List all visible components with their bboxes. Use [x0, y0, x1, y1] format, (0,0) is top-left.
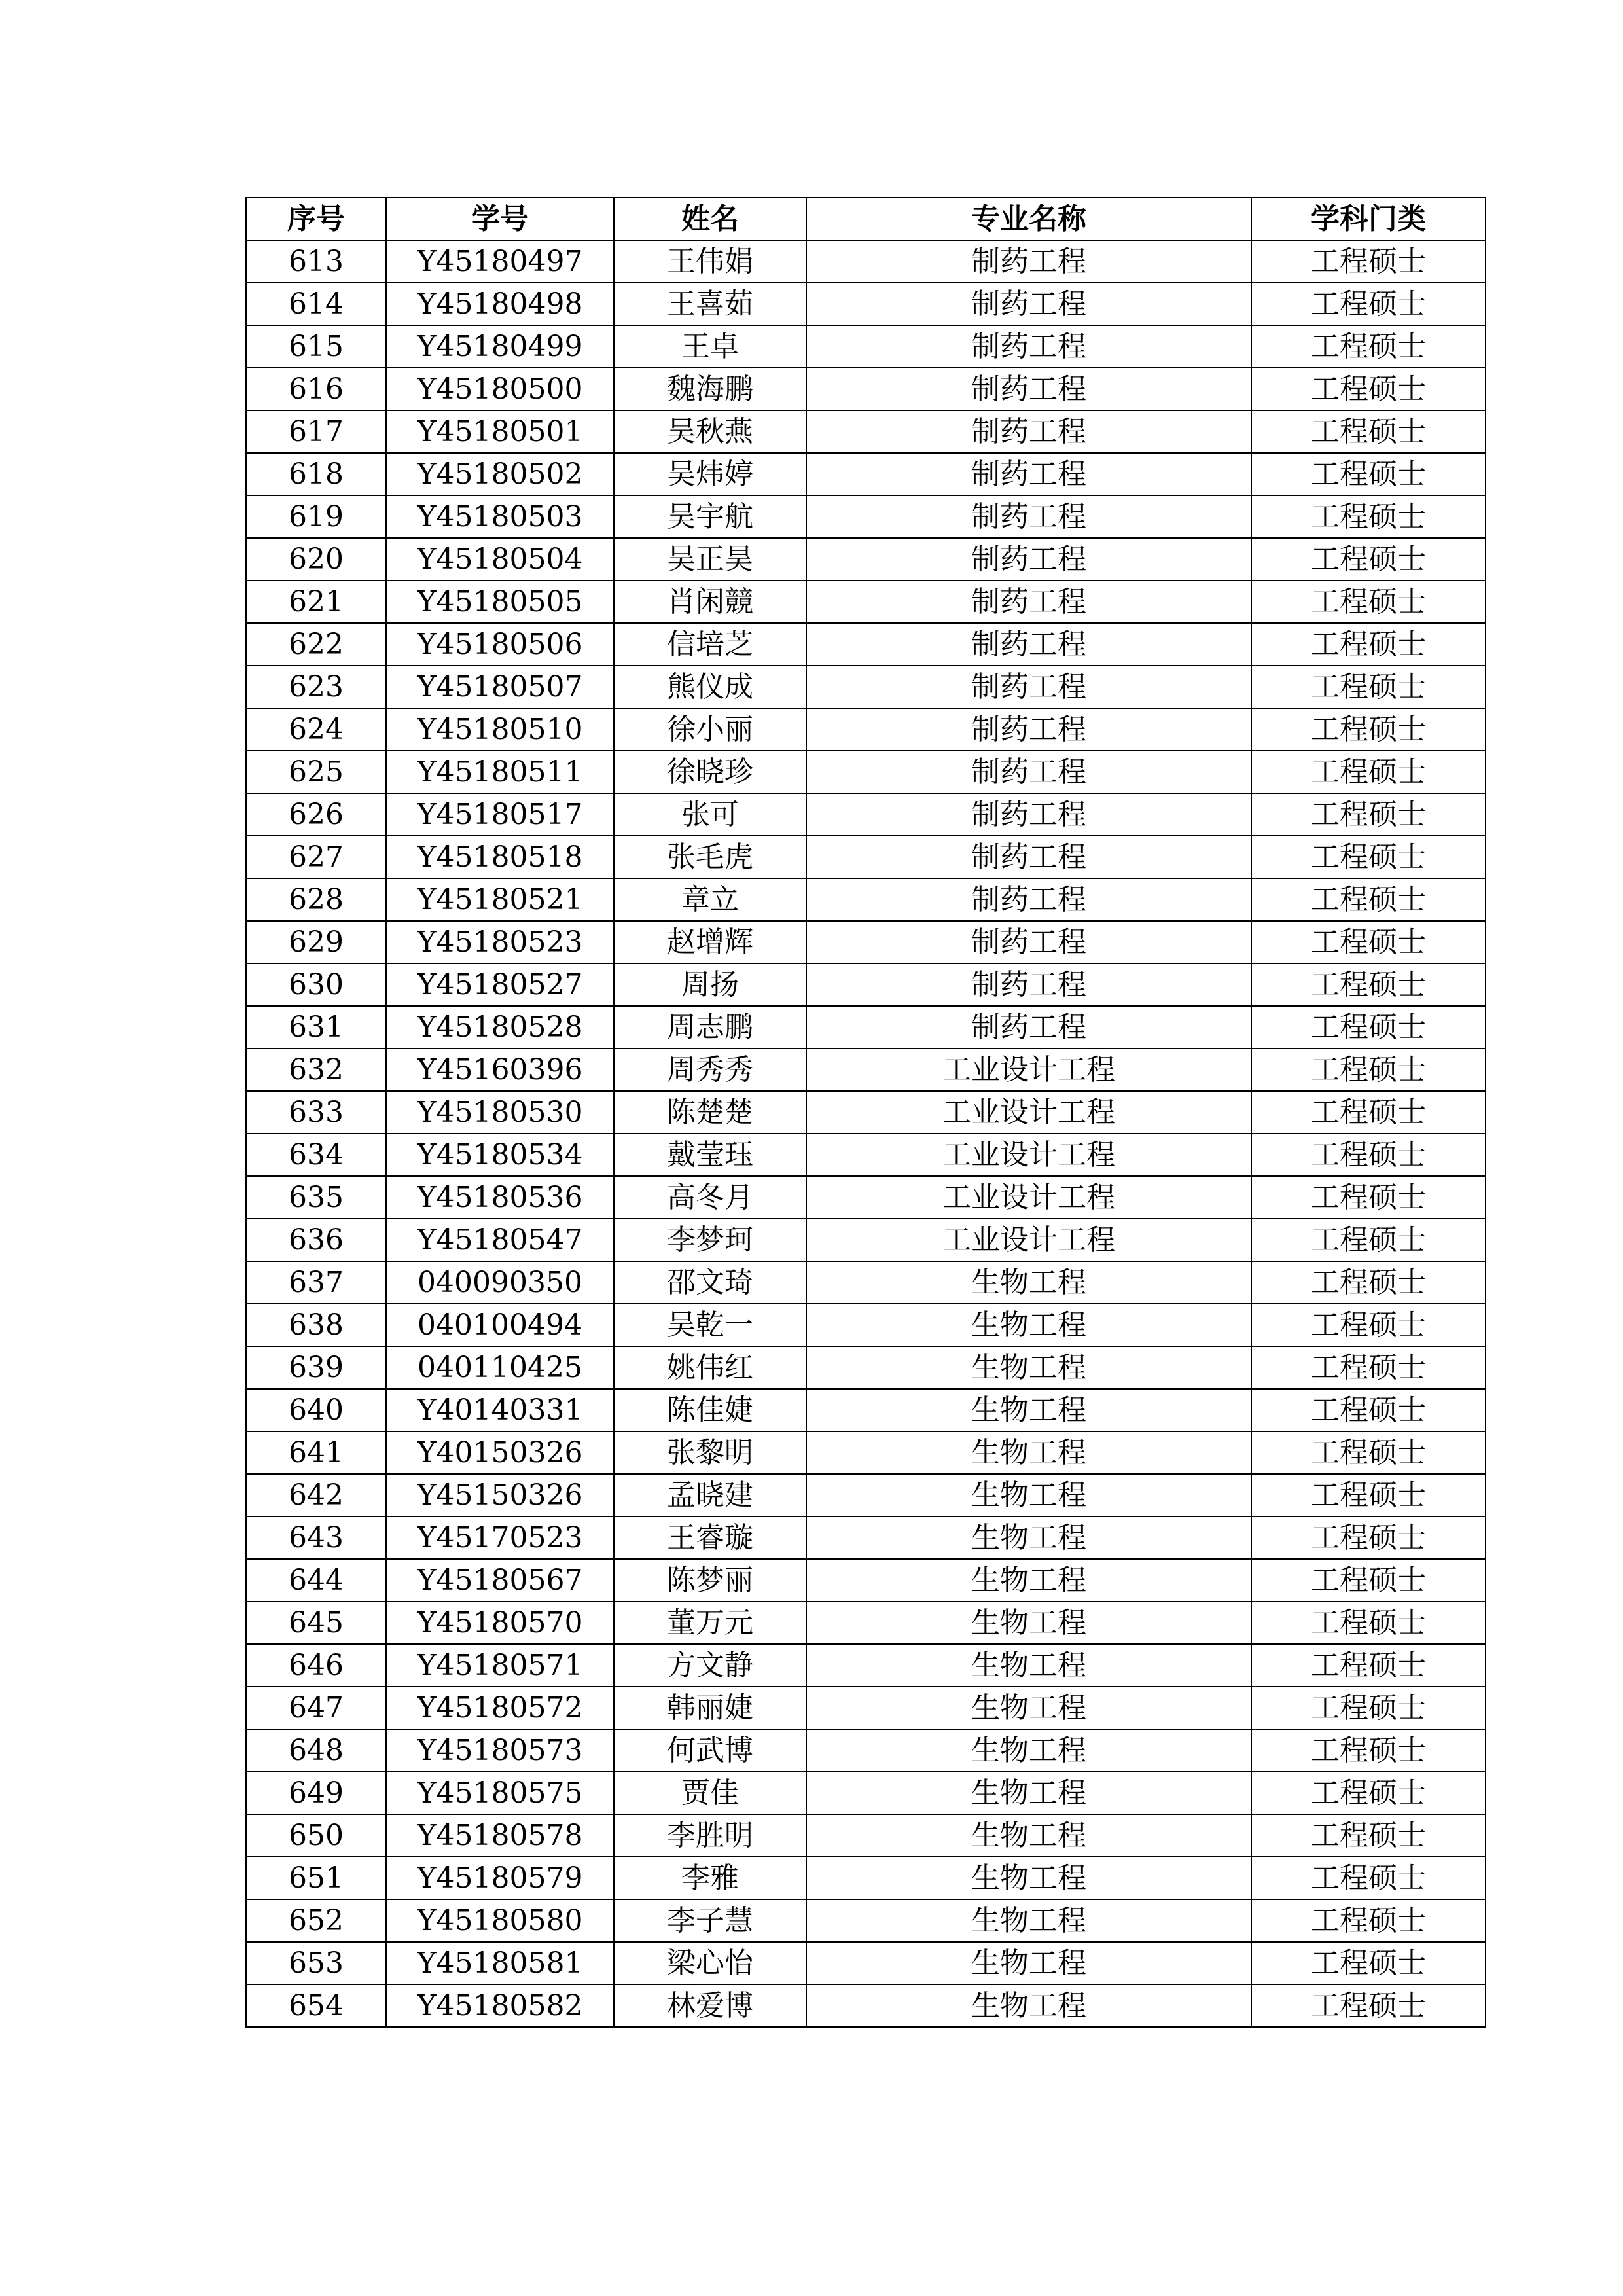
cell-student-id: Y45180570 [386, 1602, 614, 1644]
cell-major: 制药工程 [806, 283, 1251, 325]
cell-name: 贾佳 [614, 1772, 806, 1814]
table-row [246, 921, 1486, 963]
table-row [246, 878, 1486, 921]
cell-category: 工程硕士 [1251, 1729, 1486, 1772]
cell-seq: 650 [246, 1814, 386, 1857]
cell-name: 徐小丽 [614, 708, 806, 751]
cell-major: 生物工程 [806, 1474, 1251, 1516]
cell-student-id: Y45180530 [386, 1091, 614, 1134]
cell-category: 工程硕士 [1251, 1857, 1486, 1899]
cell-seq: 615 [246, 325, 386, 368]
cell-major: 制药工程 [806, 538, 1251, 581]
table-row [246, 538, 1486, 581]
cell-seq: 635 [246, 1176, 386, 1219]
cell-seq: 643 [246, 1516, 386, 1559]
table-row [246, 1772, 1486, 1814]
cell-name: 戴莹珏 [614, 1134, 806, 1176]
cell-major: 制药工程 [806, 793, 1251, 836]
cell-category: 工程硕士 [1251, 751, 1486, 793]
cell-category: 工程硕士 [1251, 410, 1486, 453]
cell-student-id: Y45180580 [386, 1899, 614, 1942]
cell-category: 工程硕士 [1251, 1346, 1486, 1389]
cell-major: 工业设计工程 [806, 1049, 1251, 1091]
cell-major: 制药工程 [806, 453, 1251, 495]
cell-student-id: Y45180528 [386, 1006, 614, 1049]
table-row [246, 1899, 1486, 1942]
table-row [246, 1729, 1486, 1772]
cell-category: 工程硕士 [1251, 1304, 1486, 1346]
cell-category: 工程硕士 [1251, 581, 1486, 623]
cell-seq: 646 [246, 1644, 386, 1687]
cell-student-id: Y45180498 [386, 283, 614, 325]
cell-major: 制药工程 [806, 410, 1251, 453]
cell-seq: 628 [246, 878, 386, 921]
cell-name: 熊仪成 [614, 666, 806, 708]
cell-category: 工程硕士 [1251, 1899, 1486, 1942]
table-row [246, 325, 1486, 368]
cell-student-id: Y45180572 [386, 1687, 614, 1729]
cell-major: 生物工程 [806, 1644, 1251, 1687]
header-row [246, 198, 1486, 240]
cell-category: 工程硕士 [1251, 793, 1486, 836]
cell-category: 工程硕士 [1251, 921, 1486, 963]
table-row [246, 1687, 1486, 1729]
cell-category: 工程硕士 [1251, 240, 1486, 283]
cell-student-id: Y45180536 [386, 1176, 614, 1219]
table-header [246, 198, 1486, 240]
cell-category: 工程硕士 [1251, 1644, 1486, 1687]
table-row [246, 751, 1486, 793]
cell-major: 工业设计工程 [806, 1219, 1251, 1261]
cell-seq: 626 [246, 793, 386, 836]
cell-seq: 634 [246, 1134, 386, 1176]
cell-seq: 637 [246, 1261, 386, 1304]
cell-name: 徐晓珍 [614, 751, 806, 793]
cell-student-id: Y45180518 [386, 836, 614, 878]
cell-major: 生物工程 [806, 1899, 1251, 1942]
table-row [246, 1006, 1486, 1049]
student-roster-table [245, 197, 1486, 2028]
cell-seq: 652 [246, 1899, 386, 1942]
cell-major: 制药工程 [806, 666, 1251, 708]
cell-student-id: Y45180547 [386, 1219, 614, 1261]
cell-student-id: Y45180575 [386, 1772, 614, 1814]
cell-name: 陈梦丽 [614, 1559, 806, 1602]
cell-name: 姚伟红 [614, 1346, 806, 1389]
cell-category: 工程硕士 [1251, 1687, 1486, 1729]
cell-student-id: Y45180506 [386, 623, 614, 666]
cell-student-id: Y45180582 [386, 1984, 614, 2027]
cell-student-id: Y45180510 [386, 708, 614, 751]
table-row [246, 1304, 1486, 1346]
cell-major: 生物工程 [806, 1772, 1251, 1814]
cell-category: 工程硕士 [1251, 453, 1486, 495]
header-seq: 序号 [246, 198, 386, 240]
cell-category: 工程硕士 [1251, 283, 1486, 325]
cell-major: 制药工程 [806, 240, 1251, 283]
cell-seq: 647 [246, 1687, 386, 1729]
cell-category: 工程硕士 [1251, 1474, 1486, 1516]
cell-name: 孟晓建 [614, 1474, 806, 1516]
cell-seq: 616 [246, 368, 386, 410]
cell-name: 信培芝 [614, 623, 806, 666]
cell-major: 生物工程 [806, 1304, 1251, 1346]
cell-name: 章立 [614, 878, 806, 921]
cell-category: 工程硕士 [1251, 666, 1486, 708]
cell-student-id: Y45180581 [386, 1942, 614, 1984]
cell-name: 吴正昊 [614, 538, 806, 581]
table-row [246, 368, 1486, 410]
cell-student-id: Y45180503 [386, 495, 614, 538]
cell-name: 王伟娟 [614, 240, 806, 283]
cell-student-id: Y45180578 [386, 1814, 614, 1857]
table-row [246, 1134, 1486, 1176]
cell-category: 工程硕士 [1251, 878, 1486, 921]
table-row [246, 1176, 1486, 1219]
cell-major: 生物工程 [806, 1431, 1251, 1474]
cell-seq: 623 [246, 666, 386, 708]
cell-student-id: Y45180573 [386, 1729, 614, 1772]
cell-category: 工程硕士 [1251, 1261, 1486, 1304]
cell-category: 工程硕士 [1251, 368, 1486, 410]
cell-student-id: Y45180501 [386, 410, 614, 453]
cell-major: 制药工程 [806, 836, 1251, 878]
cell-seq: 618 [246, 453, 386, 495]
cell-name: 王睿璇 [614, 1516, 806, 1559]
cell-student-id: Y45180499 [386, 325, 614, 368]
cell-name: 吴秋燕 [614, 410, 806, 453]
cell-category: 工程硕士 [1251, 1942, 1486, 1984]
cell-seq: 627 [246, 836, 386, 878]
cell-student-id: Y45180505 [386, 581, 614, 623]
table-row [246, 581, 1486, 623]
cell-name: 肖闲竸 [614, 581, 806, 623]
cell-seq: 638 [246, 1304, 386, 1346]
table-row [246, 495, 1486, 538]
cell-seq: 644 [246, 1559, 386, 1602]
cell-category: 工程硕士 [1251, 836, 1486, 878]
cell-category: 工程硕士 [1251, 1176, 1486, 1219]
cell-student-id: 040100494 [386, 1304, 614, 1346]
cell-seq: 630 [246, 963, 386, 1006]
table-row [246, 1559, 1486, 1602]
cell-seq: 639 [246, 1346, 386, 1389]
cell-category: 工程硕士 [1251, 1219, 1486, 1261]
cell-name: 陈楚楚 [614, 1091, 806, 1134]
cell-seq: 620 [246, 538, 386, 581]
cell-seq: 631 [246, 1006, 386, 1049]
table-row [246, 1984, 1486, 2027]
cell-name: 吴炜婷 [614, 453, 806, 495]
table-row [246, 1942, 1486, 1984]
cell-name: 周秀秀 [614, 1049, 806, 1091]
cell-seq: 614 [246, 283, 386, 325]
cell-student-id: Y45180579 [386, 1857, 614, 1899]
cell-seq: 645 [246, 1602, 386, 1644]
cell-seq: 653 [246, 1942, 386, 1984]
cell-major: 制药工程 [806, 921, 1251, 963]
cell-major: 生物工程 [806, 1729, 1251, 1772]
table-row [246, 1814, 1486, 1857]
cell-major: 生物工程 [806, 1857, 1251, 1899]
table-row [246, 1516, 1486, 1559]
cell-student-id: Y45180502 [386, 453, 614, 495]
table-row [246, 666, 1486, 708]
cell-category: 工程硕士 [1251, 1602, 1486, 1644]
table-row [246, 793, 1486, 836]
cell-name: 邵文琦 [614, 1261, 806, 1304]
table-row [246, 1346, 1486, 1389]
table-row [246, 1219, 1486, 1261]
table-row [246, 283, 1486, 325]
cell-major: 制药工程 [806, 495, 1251, 538]
cell-name: 吴宇航 [614, 495, 806, 538]
cell-student-id: Y45180500 [386, 368, 614, 410]
cell-name: 何武博 [614, 1729, 806, 1772]
header-category: 学科门类 [1251, 198, 1486, 240]
cell-student-id: Y45170523 [386, 1516, 614, 1559]
cell-seq: 642 [246, 1474, 386, 1516]
cell-name: 王喜茹 [614, 283, 806, 325]
table-row [246, 453, 1486, 495]
cell-category: 工程硕士 [1251, 623, 1486, 666]
cell-student-id: Y45180527 [386, 963, 614, 1006]
table-row [246, 1602, 1486, 1644]
table-row [246, 1091, 1486, 1134]
table-row [246, 1261, 1486, 1304]
table-row [246, 1474, 1486, 1516]
cell-name: 魏海鹏 [614, 368, 806, 410]
table-row [246, 963, 1486, 1006]
cell-category: 工程硕士 [1251, 325, 1486, 368]
cell-major: 制药工程 [806, 963, 1251, 1006]
cell-seq: 636 [246, 1219, 386, 1261]
cell-category: 工程硕士 [1251, 538, 1486, 581]
cell-category: 工程硕士 [1251, 1006, 1486, 1049]
table-row [246, 1644, 1486, 1687]
cell-name: 王卓 [614, 325, 806, 368]
cell-major: 制药工程 [806, 325, 1251, 368]
cell-category: 工程硕士 [1251, 1389, 1486, 1431]
cell-major: 生物工程 [806, 1984, 1251, 2027]
cell-student-id: Y45180523 [386, 921, 614, 963]
cell-seq: 613 [246, 240, 386, 283]
cell-major: 生物工程 [806, 1346, 1251, 1389]
cell-name: 张黎明 [614, 1431, 806, 1474]
cell-name: 李梦珂 [614, 1219, 806, 1261]
cell-student-id: 040110425 [386, 1346, 614, 1389]
cell-category: 工程硕士 [1251, 1772, 1486, 1814]
cell-name: 周志鹏 [614, 1006, 806, 1049]
cell-major: 生物工程 [806, 1261, 1251, 1304]
table-row [246, 410, 1486, 453]
cell-student-id: Y45180534 [386, 1134, 614, 1176]
cell-category: 工程硕士 [1251, 1814, 1486, 1857]
table-row [246, 240, 1486, 283]
cell-major: 制药工程 [806, 581, 1251, 623]
cell-category: 工程硕士 [1251, 1091, 1486, 1134]
cell-student-id: Y45180517 [386, 793, 614, 836]
cell-major: 制药工程 [806, 368, 1251, 410]
cell-category: 工程硕士 [1251, 708, 1486, 751]
cell-name: 高冬月 [614, 1176, 806, 1219]
cell-name: 董万元 [614, 1602, 806, 1644]
cell-major: 生物工程 [806, 1602, 1251, 1644]
cell-name: 李胜明 [614, 1814, 806, 1857]
cell-name: 赵增辉 [614, 921, 806, 963]
cell-name: 梁心怡 [614, 1942, 806, 1984]
cell-student-id: Y45180567 [386, 1559, 614, 1602]
table-row [246, 1431, 1486, 1474]
cell-major: 生物工程 [806, 1389, 1251, 1431]
cell-seq: 641 [246, 1431, 386, 1474]
cell-category: 工程硕士 [1251, 1984, 1486, 2027]
cell-name: 张可 [614, 793, 806, 836]
table-body [246, 240, 1486, 2027]
cell-major: 生物工程 [806, 1942, 1251, 1984]
cell-student-id: Y40140331 [386, 1389, 614, 1431]
table-row [246, 1389, 1486, 1431]
cell-seq: 632 [246, 1049, 386, 1091]
table-row [246, 708, 1486, 751]
cell-student-id: Y45180497 [386, 240, 614, 283]
cell-major: 工业设计工程 [806, 1091, 1251, 1134]
cell-category: 工程硕士 [1251, 1516, 1486, 1559]
table-row [246, 1049, 1486, 1091]
header-major: 专业名称 [806, 198, 1251, 240]
table-row [246, 836, 1486, 878]
cell-name: 李子慧 [614, 1899, 806, 1942]
cell-name: 韩丽婕 [614, 1687, 806, 1729]
cell-seq: 625 [246, 751, 386, 793]
cell-student-id: Y40150326 [386, 1431, 614, 1474]
cell-major: 制药工程 [806, 878, 1251, 921]
cell-name: 林爱博 [614, 1984, 806, 2027]
cell-seq: 651 [246, 1857, 386, 1899]
cell-name: 张毛虎 [614, 836, 806, 878]
cell-seq: 649 [246, 1772, 386, 1814]
cell-seq: 621 [246, 581, 386, 623]
cell-seq: 654 [246, 1984, 386, 2027]
cell-category: 工程硕士 [1251, 963, 1486, 1006]
cell-student-id: Y45150326 [386, 1474, 614, 1516]
cell-seq: 619 [246, 495, 386, 538]
cell-major: 工业设计工程 [806, 1134, 1251, 1176]
cell-student-id: Y45180521 [386, 878, 614, 921]
cell-student-id: 040090350 [386, 1261, 614, 1304]
cell-major: 制药工程 [806, 751, 1251, 793]
cell-seq: 633 [246, 1091, 386, 1134]
cell-category: 工程硕士 [1251, 1559, 1486, 1602]
cell-major: 生物工程 [806, 1559, 1251, 1602]
cell-seq: 629 [246, 921, 386, 963]
cell-seq: 648 [246, 1729, 386, 1772]
cell-major: 生物工程 [806, 1687, 1251, 1729]
cell-name: 吴乾一 [614, 1304, 806, 1346]
cell-category: 工程硕士 [1251, 1431, 1486, 1474]
cell-seq: 624 [246, 708, 386, 751]
cell-category: 工程硕士 [1251, 1049, 1486, 1091]
cell-name: 李雅 [614, 1857, 806, 1899]
table-row [246, 623, 1486, 666]
table-row [246, 1857, 1486, 1899]
cell-student-id: Y45180504 [386, 538, 614, 581]
cell-category: 工程硕士 [1251, 1134, 1486, 1176]
cell-name: 方文静 [614, 1644, 806, 1687]
cell-major: 制药工程 [806, 623, 1251, 666]
cell-major: 工业设计工程 [806, 1176, 1251, 1219]
header-name: 姓名 [614, 198, 806, 240]
cell-seq: 617 [246, 410, 386, 453]
cell-student-id: Y45180511 [386, 751, 614, 793]
cell-name: 周扬 [614, 963, 806, 1006]
cell-student-id: Y45160396 [386, 1049, 614, 1091]
cell-major: 生物工程 [806, 1516, 1251, 1559]
cell-category: 工程硕士 [1251, 495, 1486, 538]
cell-seq: 640 [246, 1389, 386, 1431]
cell-major: 制药工程 [806, 708, 1251, 751]
cell-major: 生物工程 [806, 1814, 1251, 1857]
cell-major: 制药工程 [806, 1006, 1251, 1049]
cell-student-id: Y45180507 [386, 666, 614, 708]
cell-name: 陈佳婕 [614, 1389, 806, 1431]
header-student-id: 学号 [386, 198, 614, 240]
cell-student-id: Y45180571 [386, 1644, 614, 1687]
cell-seq: 622 [246, 623, 386, 666]
